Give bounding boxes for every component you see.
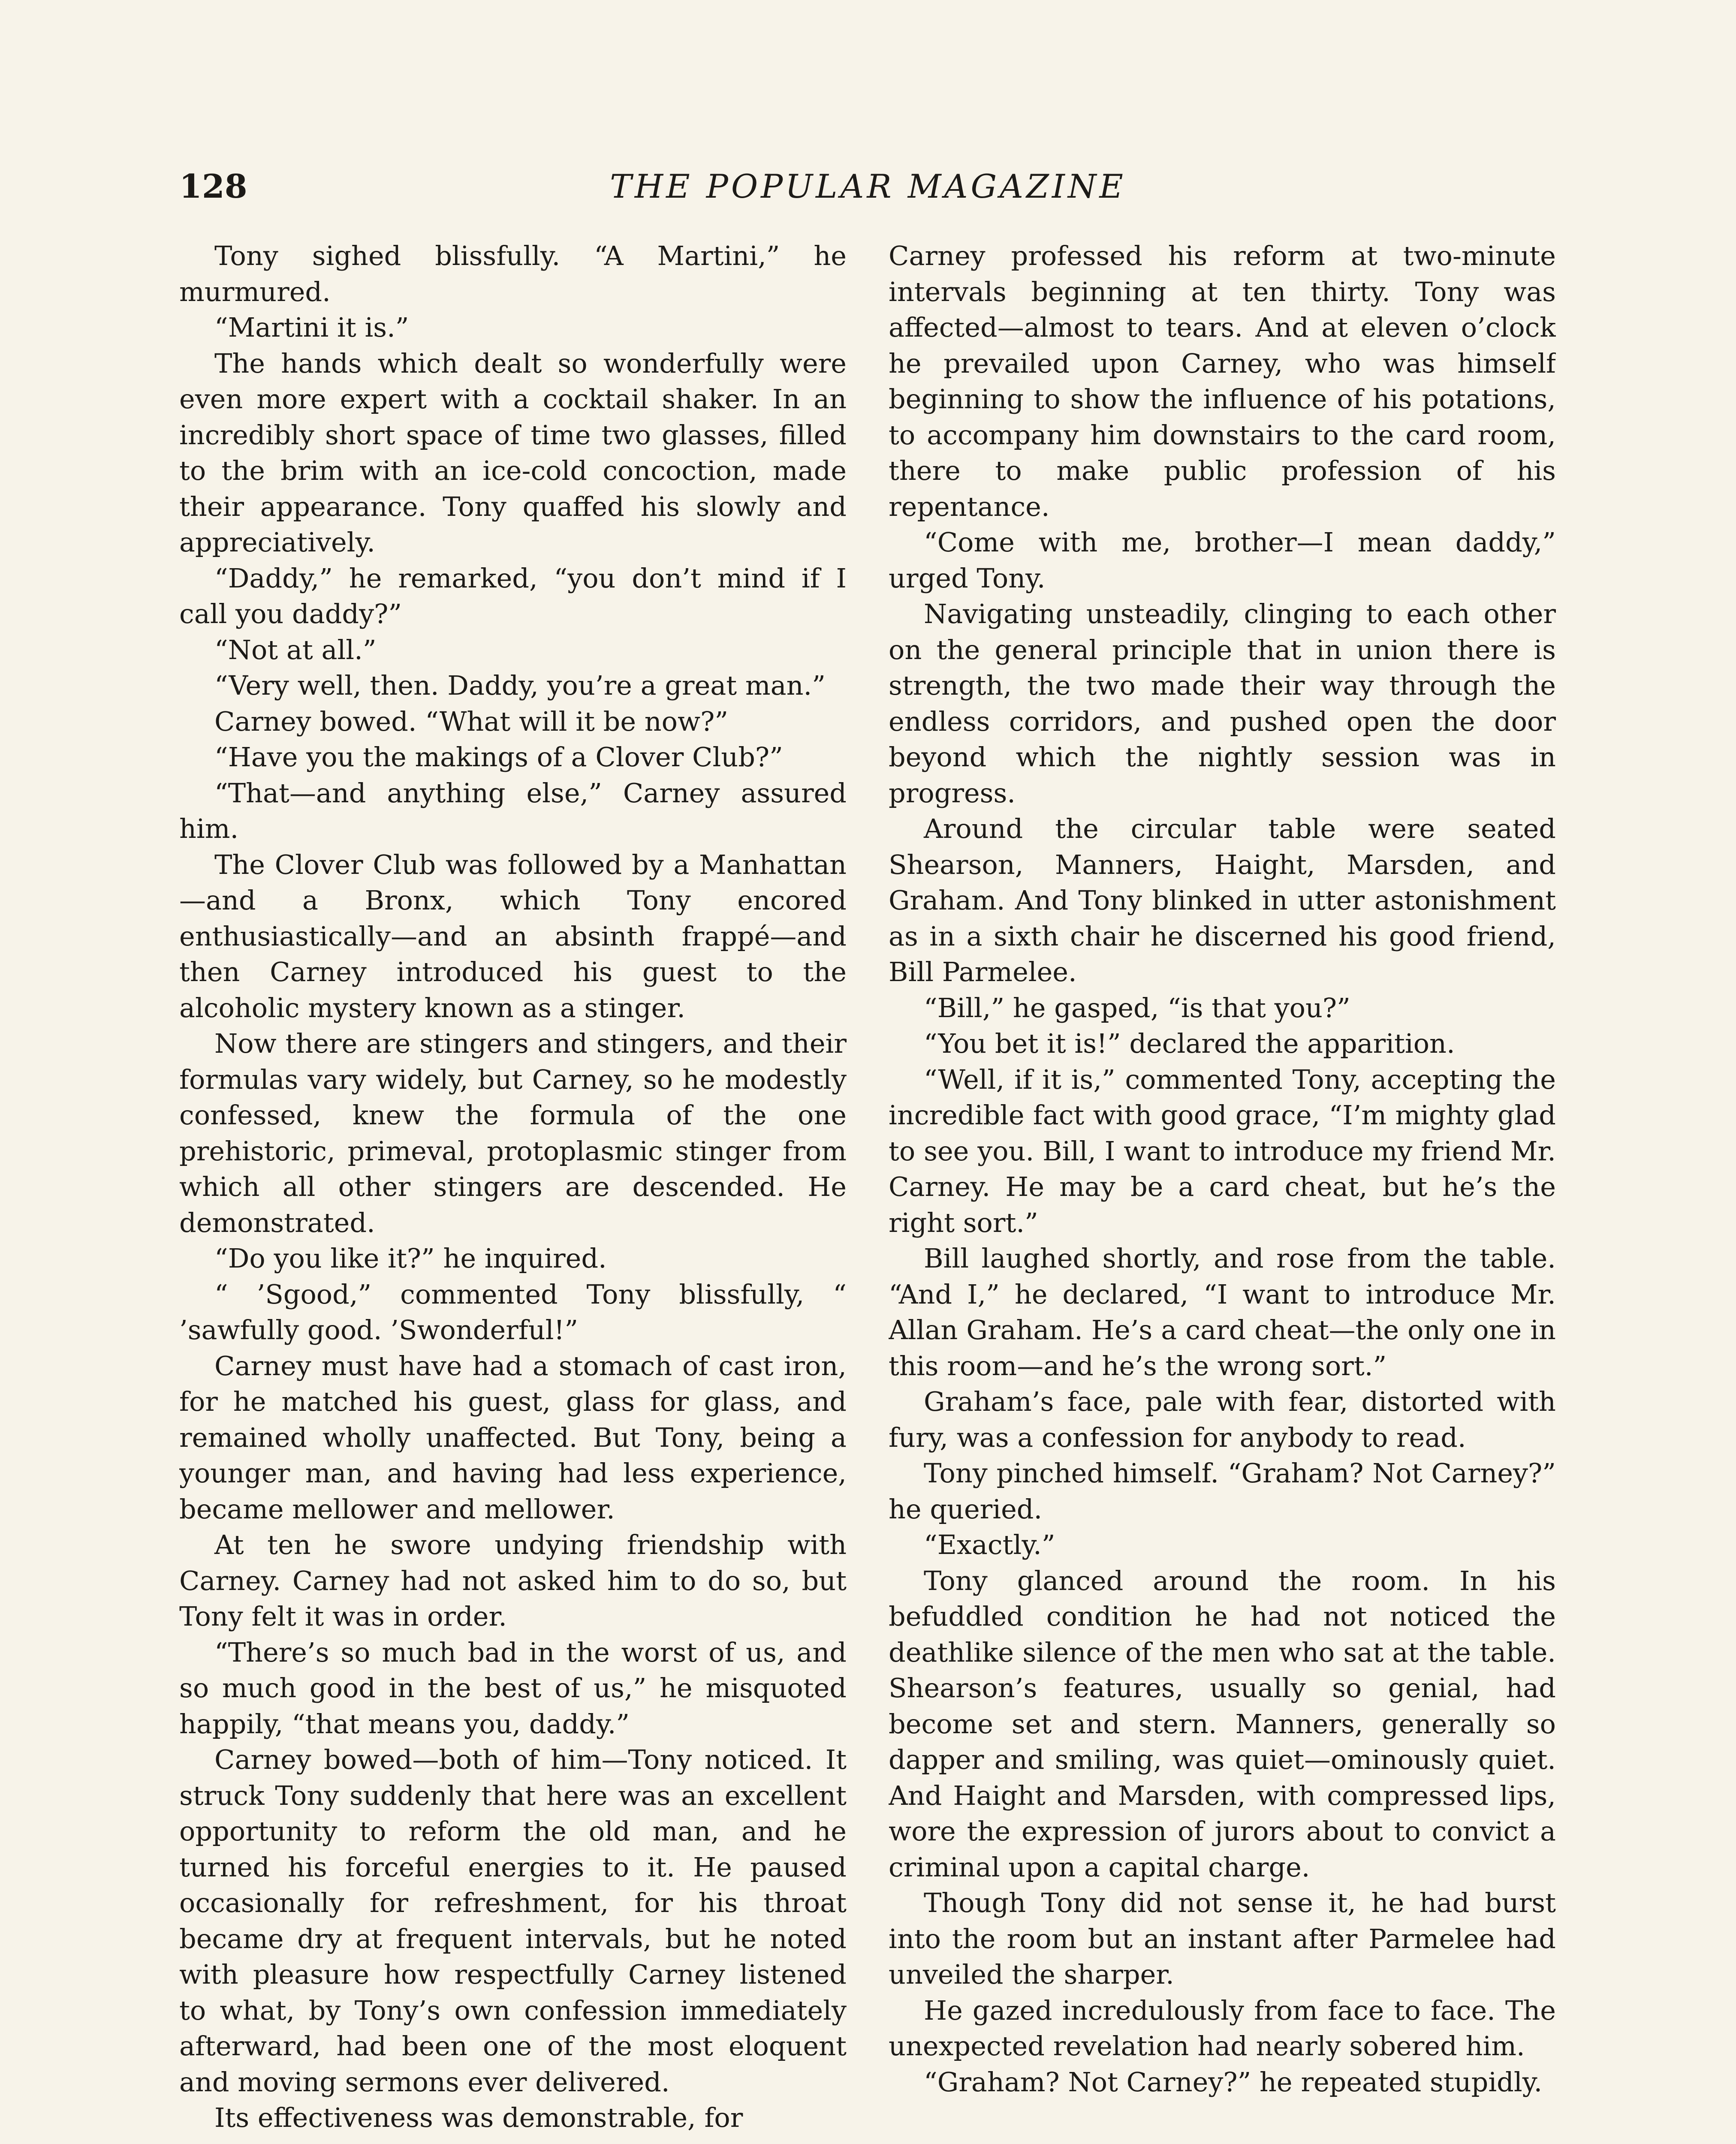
- paragraph: “Exactly.”: [924, 1529, 1055, 1560]
- paragraph: The Clover Club was followed by a Manhattan—and a Bronx, which Tony encored enthusiastically—and an absinth frappé—and then Carney introduced his guest to the alcoholic mystery known as a stinger.: [179, 849, 847, 1024]
- paragraph: “Bill,” he gasped, “is that you?”: [924, 992, 1350, 1024]
- paragraph-continued: Carney professed his reform at two-minute intervals beginning at ten thirty. Tony was affected—almost to tears. And at eleven o’clock he prevailed upon Carney, who was himself beginning to show the influence of his potations, to accompany him downstairs to the card room, there to make public profession of his repentance.: [889, 240, 1556, 522]
- paragraph: He gazed incredulously from face to face. The unexpected revelation had nearly sobered him.: [889, 1994, 1556, 2062]
- paragraph: “You bet it is!” declared the apparition.: [924, 1028, 1455, 1059]
- paragraph: “That—and anything else,” Carney assured him.: [179, 777, 847, 844]
- paragraph: Carney must have had a stomach of cast iron, for he matched his guest, glass for glass, and remained wholly unaffected. But Tony, being a younger man, and having had less experience, became mellower and mellower.: [179, 1350, 847, 1525]
- paragraph: Carney bowed—both of him—Tony noticed. It struck Tony suddenly that here was an excellent opportunity to reform the old man, and he turned his forceful energies to it. He paused occasionally for refreshment, for his throat became dry at frequent intervals, but he noted with pleasure how respectfully Carney listened to what, by Tony’s own confession immediately afterward, had been one of the most eloquent and moving sermons ever delivered.: [179, 1744, 847, 2098]
- right-column: [889, 238, 1556, 2144]
- paragraph: “Well, if it is,” commented Tony, accepting the incredible fact with good grace, “I’m mighty glad to see you. Bill, I want to introduce my friend Mr. Carney. He may be a card cheat, but he’s the right sort.”: [889, 1063, 1556, 1238]
- paragraph: “Come with me, brother—I mean daddy,” urged Tony.: [889, 527, 1556, 594]
- paragraph: “ ’Sgood,” commented Tony blissfully, “ ’sawfully good. ’Swonderful!”: [179, 1278, 847, 1346]
- paragraph: “Graham? Not Carney?” he repeated stupidly.: [924, 2066, 1543, 2098]
- paragraph: “Very well, then. Daddy, you’re a great man.”: [214, 670, 826, 701]
- paragraph: Around the circular table were seated Shearson, Manners, Haight, Marsden, and Graham. And Tony blinked in utter astonishment as in a sixth chair he discerned his good friend, Bill Parmelee.: [889, 813, 1556, 988]
- paragraph: Tony sighed blissfully. “A Martini,” he murmured.: [179, 240, 847, 307]
- paragraph: Now there are stingers and stingers, and their formulas vary widely, but Carney, so he modestly confessed, knew the formula of the one prehistoric, primeval, protoplasmic stinger from which all other stingers are descended. He demonstrated.: [179, 1028, 847, 1238]
- paragraph: At ten he swore undying friendship with Carney. Carney had not asked him to do so, but Tony felt it was in order.: [179, 1529, 847, 1632]
- page-header: [179, 165, 1557, 208]
- paragraph: “Martini it is.”: [214, 312, 409, 343]
- paragraph: Carney bowed. “What will it be now?”: [214, 705, 729, 737]
- paragraph: Though Tony did not sense it, he had burst into the room but an instant after Parmelee had unveiled the sharper.: [889, 1887, 1556, 1990]
- paragraph: “There’s so much bad in the worst of us, and so much good in the best of us,” he misquoted happily, “that means you, daddy.”: [179, 1636, 847, 1740]
- paragraph: Tony pinched himself. “Graham? Not Carney?” he queried.: [889, 1457, 1556, 1525]
- paragraph: “Not at all.”: [214, 634, 377, 665]
- left-column: [179, 238, 847, 2144]
- paragraph: “Do you like it?” he inquired.: [214, 1243, 607, 1274]
- paragraph: Graham’s face, pale with fear, distorted with fury, was a confession for anybody to read.: [889, 1386, 1556, 1453]
- paragraph: Its effectiveness was demonstrable, for: [214, 2102, 743, 2133]
- paragraph: Bill laughed shortly, and rose from the table. “And I,” he declared, “I want to introduce Mr. Allan Graham. He’s a card cheat—the only one in this room—and he’s the wrong sort.”: [889, 1243, 1556, 1382]
- paragraph: The hands which dealt so wonderfully were even more expert with a cocktail shaker. In an incredibly short space of time two glasses, filled to the brim with an ice-cold concoction, made their appearance. Tony quaffed his slowly and appreciatively.: [179, 347, 847, 558]
- paragraph: Navigating unsteadily, clinging to each other on the general principle that in union there is strength, the two made their way through the endless corridors, and pushed open the door beyond which the nightly session was in progress.: [889, 598, 1556, 809]
- running-head: THE POPULAR MAGAZINE: [610, 167, 1126, 205]
- paragraph: “Have you the makings of a Clover Club?”: [214, 741, 783, 773]
- paragraph: Tony glanced around the room. In his befuddled condition he had not noticed the deathlike silence of the men who sat at the table. Shearson’s features, usually so genial, had become set and stern. Manners, generally so dapper and smiling, was quiet—ominously quiet. And Haight and Marsden, with compressed lips, wore the expression of jurors about to convict a criminal upon a capital charge.: [889, 1565, 1556, 1883]
- paragraph: “Daddy,” he remarked, “you don’t mind if I call you daddy?”: [179, 562, 847, 629]
- page-number: 128: [179, 167, 247, 205]
